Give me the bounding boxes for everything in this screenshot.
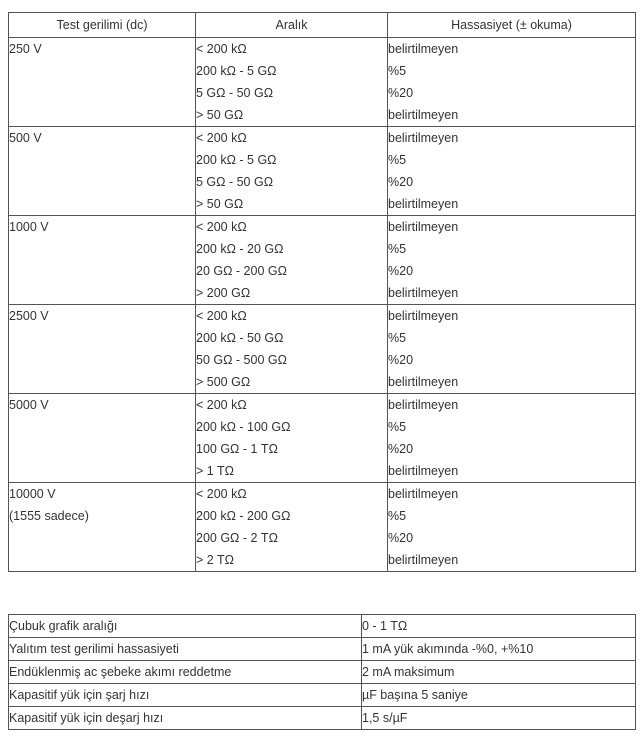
voltage-cell <box>9 305 196 394</box>
accuracy-line: %5 <box>388 509 407 523</box>
accuracy-cell <box>388 127 636 216</box>
accuracy-line: %20 <box>388 442 414 456</box>
range-line: > 500 GΩ <box>196 375 251 389</box>
range-cell <box>196 394 388 483</box>
range-line: < 200 kΩ <box>196 309 247 323</box>
range-cell <box>196 127 388 216</box>
summary-row <box>9 615 636 638</box>
accuracy-line: belirtilmeyen <box>388 42 459 56</box>
voltage-line: (1555 sadece) <box>9 509 89 523</box>
accuracy-line: %5 <box>388 153 407 167</box>
range-cell <box>196 38 388 127</box>
accuracy-line: %20 <box>388 353 414 367</box>
accuracy-line: %5 <box>388 64 407 78</box>
accuracy-line: belirtilmeyen <box>388 398 459 412</box>
range-line: < 200 kΩ <box>196 42 247 56</box>
accuracy-cell <box>388 216 636 305</box>
accuracy-cell <box>388 305 636 394</box>
range-line: < 200 kΩ <box>196 131 247 145</box>
summary-row <box>9 638 636 661</box>
summary-value: µF başına 5 saniye <box>362 684 636 707</box>
header-test-voltage: Test gerilimi (dc) <box>9 13 196 38</box>
spec-table <box>8 12 636 572</box>
accuracy-cell <box>388 38 636 127</box>
summary-label: Endüklenmiş ac şebeke akımı reddetme <box>9 661 362 684</box>
range-line: 200 kΩ - 100 GΩ <box>196 420 291 434</box>
range-line: 200 kΩ - 20 GΩ <box>196 242 284 256</box>
range-cell <box>196 483 388 572</box>
accuracy-line: %5 <box>388 420 407 434</box>
accuracy-line: belirtilmeyen <box>388 375 459 389</box>
range-line: 5 GΩ - 50 GΩ <box>196 175 274 189</box>
summary-row <box>9 684 636 707</box>
range-line: 200 GΩ - 2 TΩ <box>196 531 278 545</box>
accuracy-line: belirtilmeyen <box>388 131 459 145</box>
accuracy-line: belirtilmeyen <box>388 197 459 211</box>
range-line: 200 kΩ - 5 GΩ <box>196 64 277 78</box>
summary-table <box>8 614 636 730</box>
accuracy-line: belirtilmeyen <box>388 487 459 501</box>
range-line: 20 GΩ - 200 GΩ <box>196 264 287 278</box>
voltage-line: 250 V <box>9 42 42 56</box>
spec-row <box>9 38 636 127</box>
accuracy-cell <box>388 394 636 483</box>
voltage-line: 10000 V <box>9 487 56 501</box>
voltage-cell <box>9 216 196 305</box>
range-cell <box>196 216 388 305</box>
voltage-cell <box>9 483 196 572</box>
range-line: < 200 kΩ <box>196 220 247 234</box>
summary-value: 1 mA yük akımında -%0, +%10 <box>362 638 636 661</box>
summary-row <box>9 661 636 684</box>
accuracy-line: belirtilmeyen <box>388 464 459 478</box>
header-range: Aralık <box>196 13 388 38</box>
range-line: < 200 kΩ <box>196 487 247 501</box>
accuracy-line: belirtilmeyen <box>388 220 459 234</box>
header-accuracy: Hassasiyet (± okuma) <box>388 13 636 38</box>
voltage-cell <box>9 127 196 216</box>
voltage-cell <box>9 394 196 483</box>
summary-value: 2 mA maksimum <box>362 661 636 684</box>
summary-table-body <box>9 615 636 730</box>
range-line: 50 GΩ - 500 GΩ <box>196 353 287 367</box>
spec-header-row <box>9 13 636 38</box>
range-line: > 1 TΩ <box>196 464 234 478</box>
accuracy-cell <box>388 483 636 572</box>
range-line: < 200 kΩ <box>196 398 247 412</box>
accuracy-line: %5 <box>388 242 407 256</box>
accuracy-line: belirtilmeyen <box>388 553 459 567</box>
spec-row <box>9 305 636 394</box>
summary-value: 1,5 s/µF <box>362 707 636 730</box>
summary-label: Kapasitif yük için şarj hızı <box>9 684 362 707</box>
accuracy-line: %20 <box>388 175 414 189</box>
accuracy-line: belirtilmeyen <box>388 286 459 300</box>
range-line: > 50 GΩ <box>196 108 244 122</box>
voltage-line: 1000 V <box>9 220 49 234</box>
accuracy-line: %5 <box>388 331 407 345</box>
voltage-line: 2500 V <box>9 309 49 323</box>
spec-row <box>9 394 636 483</box>
range-line: 5 GΩ - 50 GΩ <box>196 86 274 100</box>
summary-label: Yalıtım test gerilimi hassasiyeti <box>9 638 362 661</box>
range-line: > 50 GΩ <box>196 197 244 211</box>
spec-row <box>9 216 636 305</box>
summary-row <box>9 707 636 730</box>
range-line: 200 kΩ - 200 GΩ <box>196 509 291 523</box>
voltage-line: 5000 V <box>9 398 49 412</box>
voltage-line: 500 V <box>9 131 42 145</box>
range-line: > 200 GΩ <box>196 286 251 300</box>
range-line: 100 GΩ - 1 TΩ <box>196 442 278 456</box>
summary-label: Çubuk grafik aralığı <box>9 615 362 638</box>
spec-table-body <box>9 38 636 572</box>
spec-row <box>9 483 636 572</box>
voltage-cell <box>9 38 196 127</box>
range-line: 200 kΩ - 50 GΩ <box>196 331 284 345</box>
summary-label: Kapasitif yük için deşarj hızı <box>9 707 362 730</box>
accuracy-line: belirtilmeyen <box>388 309 459 323</box>
summary-value: 0 - 1 TΩ <box>362 615 636 638</box>
accuracy-line: %20 <box>388 86 414 100</box>
range-line: > 2 TΩ <box>196 553 234 567</box>
range-cell <box>196 305 388 394</box>
accuracy-line: %20 <box>388 531 414 545</box>
accuracy-line: belirtilmeyen <box>388 108 459 122</box>
range-line: 200 kΩ - 5 GΩ <box>196 153 277 167</box>
accuracy-line: %20 <box>388 264 414 278</box>
spec-row <box>9 127 636 216</box>
